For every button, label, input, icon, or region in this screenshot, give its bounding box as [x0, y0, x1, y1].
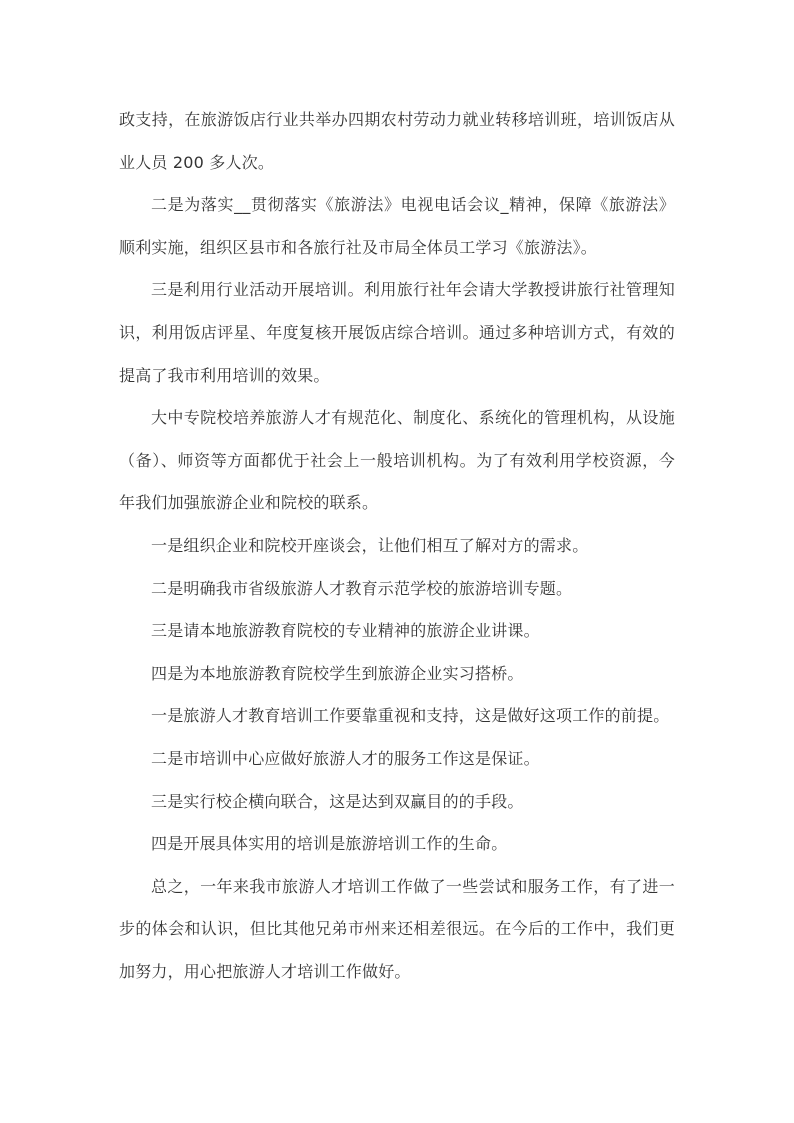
paragraph-1: 政支持，在旅游饭店行业共举办四期农村劳动力就业转移培训班，培训饭店从业人员 200 多人次。	[119, 110, 675, 172]
paragraph-10: 二是市培训中心应做好旅游人才的服务工作这是保证。	[151, 748, 540, 768]
paragraph-7: 三是请本地旅游教育院校的专业精神的旅游企业讲课。	[151, 621, 540, 641]
paragraph-3: 三是利用行业活动开展培训。利用旅行社年会请大学教授讲旅行社管理知识，利用饭店评星、年度复核开展饭店综合培训。通过多种培训方式，有效的提高了我市利用培训的效果。	[119, 280, 675, 385]
paragraph-4: 大中专院校培养旅游人才有规范化、制度化、系统化的管理机构，从设施（备）、师资等方面都优于社会上一般培训机构。为了有效利用学校资源，今年我们加强旅游企业和院校的联系。	[119, 408, 675, 513]
paragraph-5: 一是组织企业和院校开座谈会，让他们相互了解对方的需求。	[151, 535, 589, 555]
paragraph-13: 总之，一年来我市旅游人才培训工作做了一些尝试和服务工作，有了进一步的体会和认识，但比其他兄弟市州来还相差很远。在今后的工作中，我们更加努力，用心把旅游人才培训工作做好。	[119, 876, 675, 981]
paragraph-11: 三是实行校企横向联合，这是达到双赢目的的手段。	[151, 791, 524, 811]
paragraph-6: 二是明确我市省级旅游人才教育示范学校的旅游培训专题。	[151, 578, 573, 598]
paragraph-2: 二是为落实__贯彻落实《旅游法》电视电话会议_精神，保障《旅游法》顺利实施，组织区县市和各旅行社及市局全体员工学习《旅游法》。	[119, 195, 675, 257]
paragraph-8: 四是为本地旅游教育院校学生到旅游企业实习搭桥。	[151, 663, 524, 683]
paragraph-12: 四是开展具体实用的培训是旅游培训工作的生命。	[151, 834, 508, 854]
paragraph-9: 一是旅游人才教育培训工作要靠重视和支持，这是做好这项工作的前提。	[151, 706, 670, 726]
document-body	[119, 99, 675, 993]
